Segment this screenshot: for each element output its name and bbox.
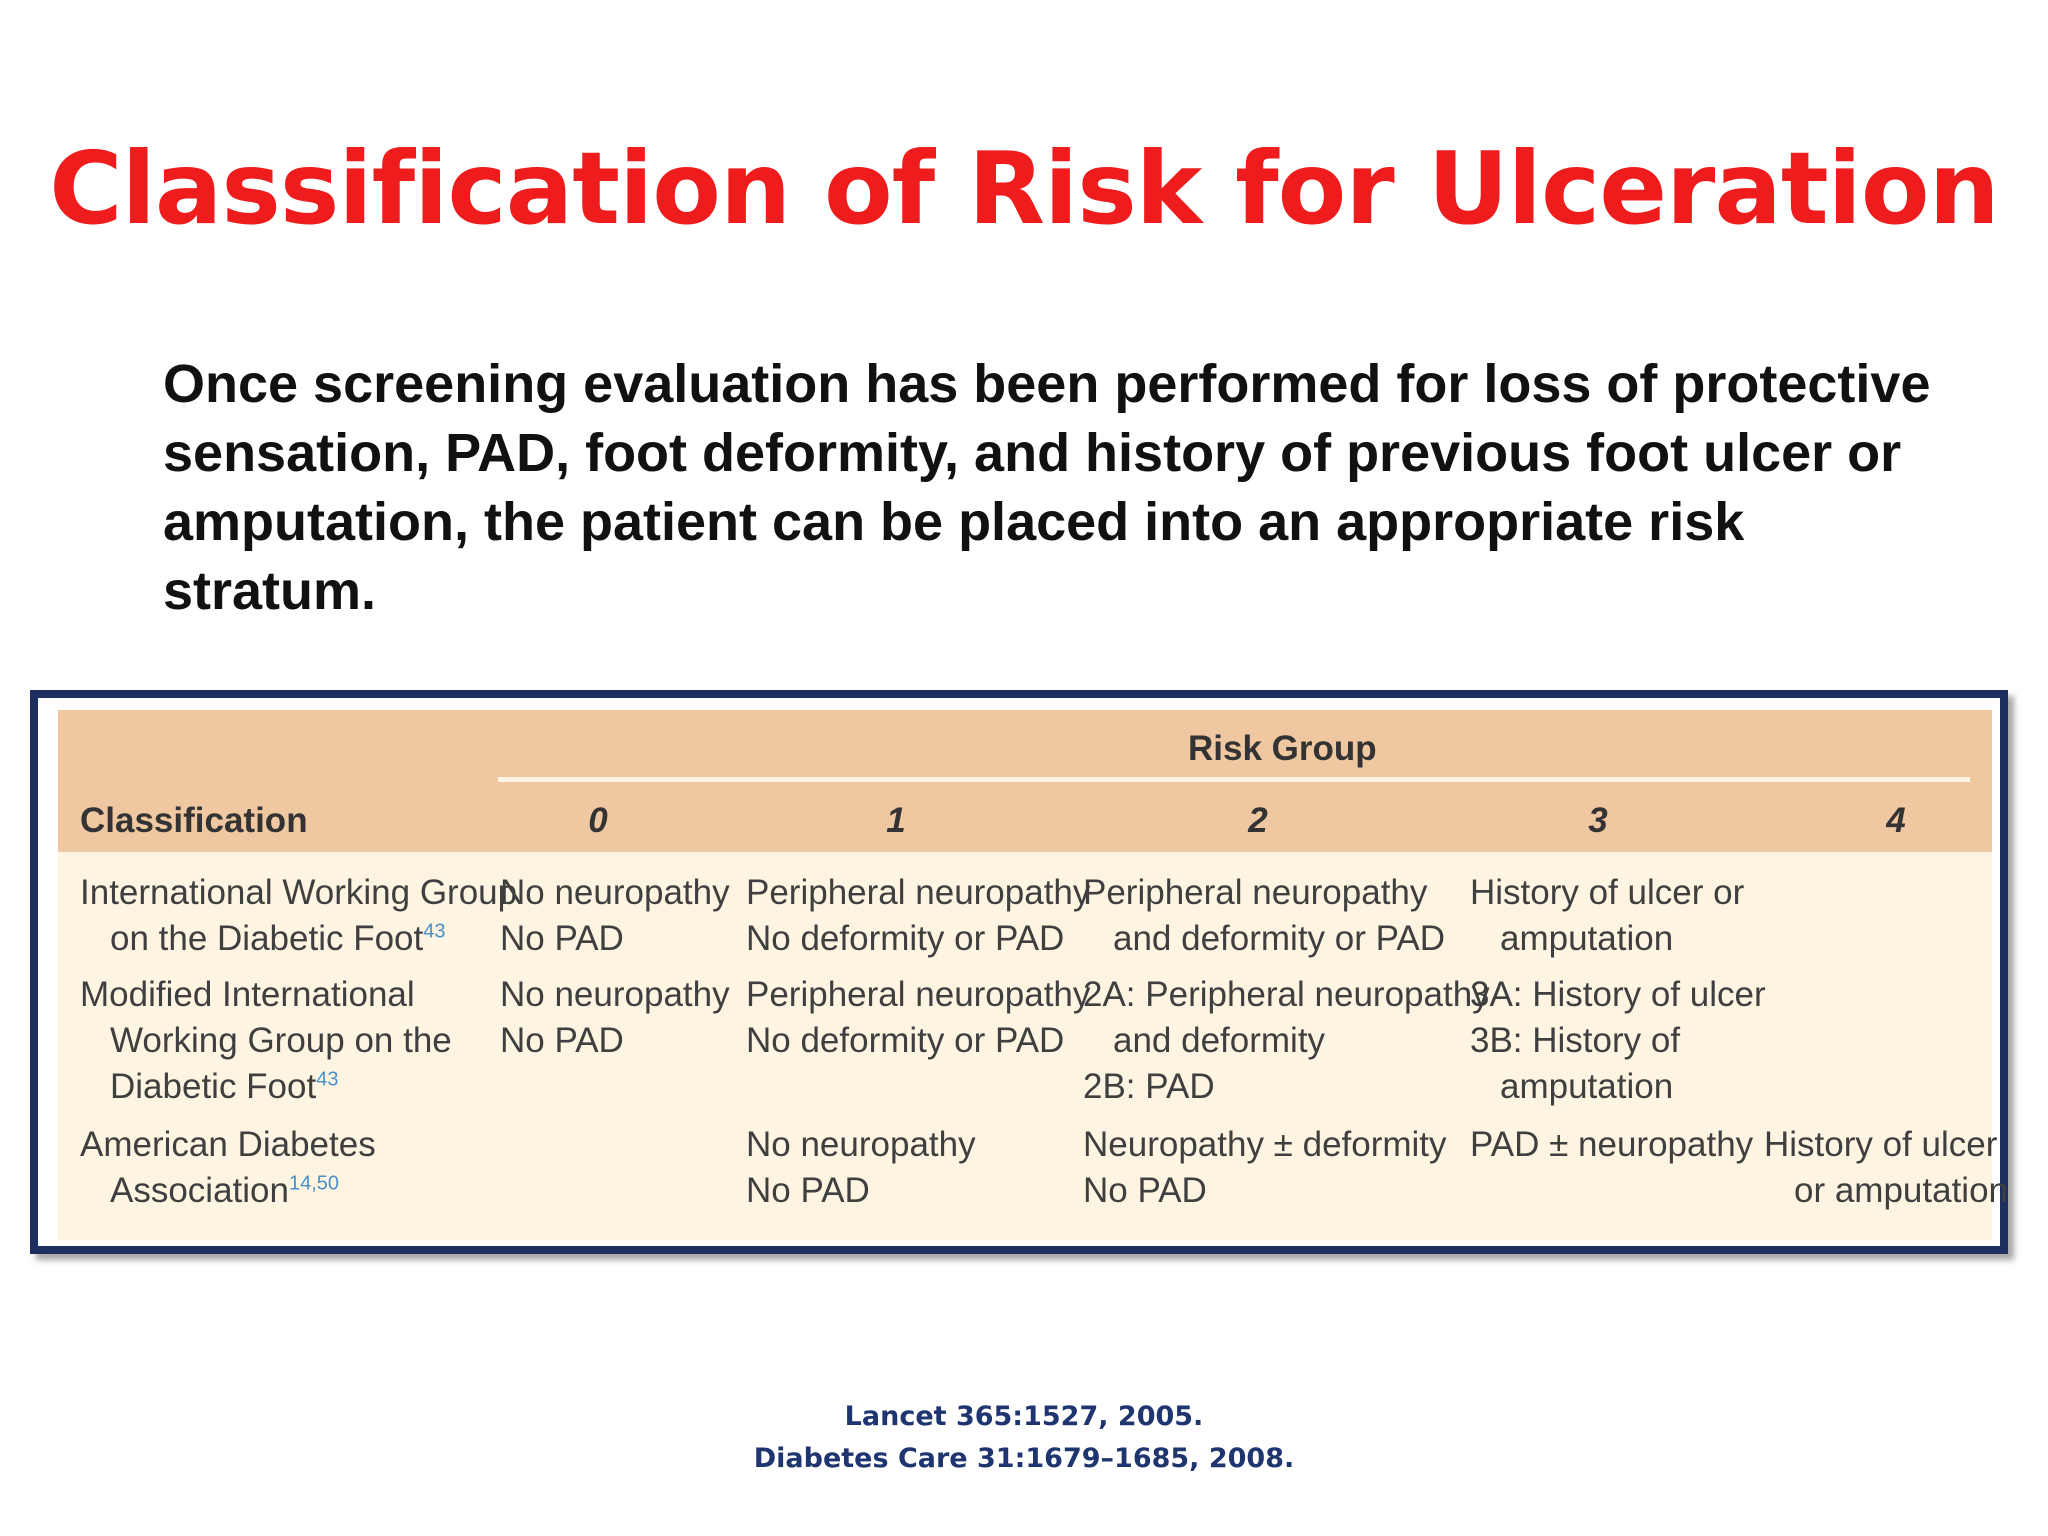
table-cell: No neuropathy No PAD <box>746 1125 976 1210</box>
risk-group-header: Risk Group <box>1188 729 1377 768</box>
reference-superscript: 14,50 <box>288 1172 340 1195</box>
table-cell: 3A: History of ulcer 3B: History of amputation <box>1470 975 1766 1106</box>
table-cell: History of ulcer or amputation <box>1470 873 1745 958</box>
table-cell: PAD ± neuropathy <box>1470 1125 1754 1164</box>
table-row-name: Modified International Working Group on the Diabetic Foot$^{43}$ <box>80 975 452 1106</box>
reference-line: Lancet 365:1527, 2005. <box>844 1401 1204 1432</box>
group-2-header: 2 <box>1248 801 1268 840</box>
reference-superscript: 43 <box>316 1068 339 1091</box>
table-cell: Peripheral neuropathy and deformity or PAD <box>1083 873 1445 958</box>
table-cell: No neuropathy No PAD <box>500 873 730 958</box>
group-1-header: 1 <box>886 801 906 840</box>
table-cell: Peripheral neuropathy No deformity or PAD <box>746 873 1091 958</box>
references <box>0 1396 2048 1480</box>
table-cell: Peripheral neuropathy No deformity or PAD <box>746 975 1091 1060</box>
group-4-header: 4 <box>1886 801 1906 840</box>
group-3-header: 3 <box>1588 801 1608 840</box>
table-row-name: American Diabetes Association$^{14,50}$ <box>80 1125 376 1210</box>
table-cell: History of ulcer or amputation <box>1764 1125 2009 1210</box>
risk-table <box>58 710 2009 1240</box>
group-0-header: 0 <box>588 801 608 840</box>
intro-paragraph: Once screening evaluation has been performed for loss of protective sensation, PAD, foot deformity, and history of previous foot ulcer or amputation, the patient can be placed into an appropriate risk stratum. <box>163 354 1931 621</box>
table-row-name: International Working Group on the Diabetic Foot$^{43}$ <box>80 873 518 958</box>
table-cell: 2A: Peripheral neuropathy and deformity 2B: PAD <box>1083 975 1490 1106</box>
classification-header: Classification <box>80 801 308 840</box>
reference-superscript: 43 <box>423 920 446 943</box>
table-cell: Neuropathy ± deformity No PAD <box>1083 1125 1447 1210</box>
table-cell: No neuropathy No PAD <box>500 975 730 1060</box>
reference-line: Diabetes Care 31:1679–1685, 2008. <box>753 1443 1295 1474</box>
header-rule <box>498 777 1970 782</box>
slide-title: Classification of Risk for Ulceration <box>49 130 1999 247</box>
table-frame <box>30 690 2008 1254</box>
